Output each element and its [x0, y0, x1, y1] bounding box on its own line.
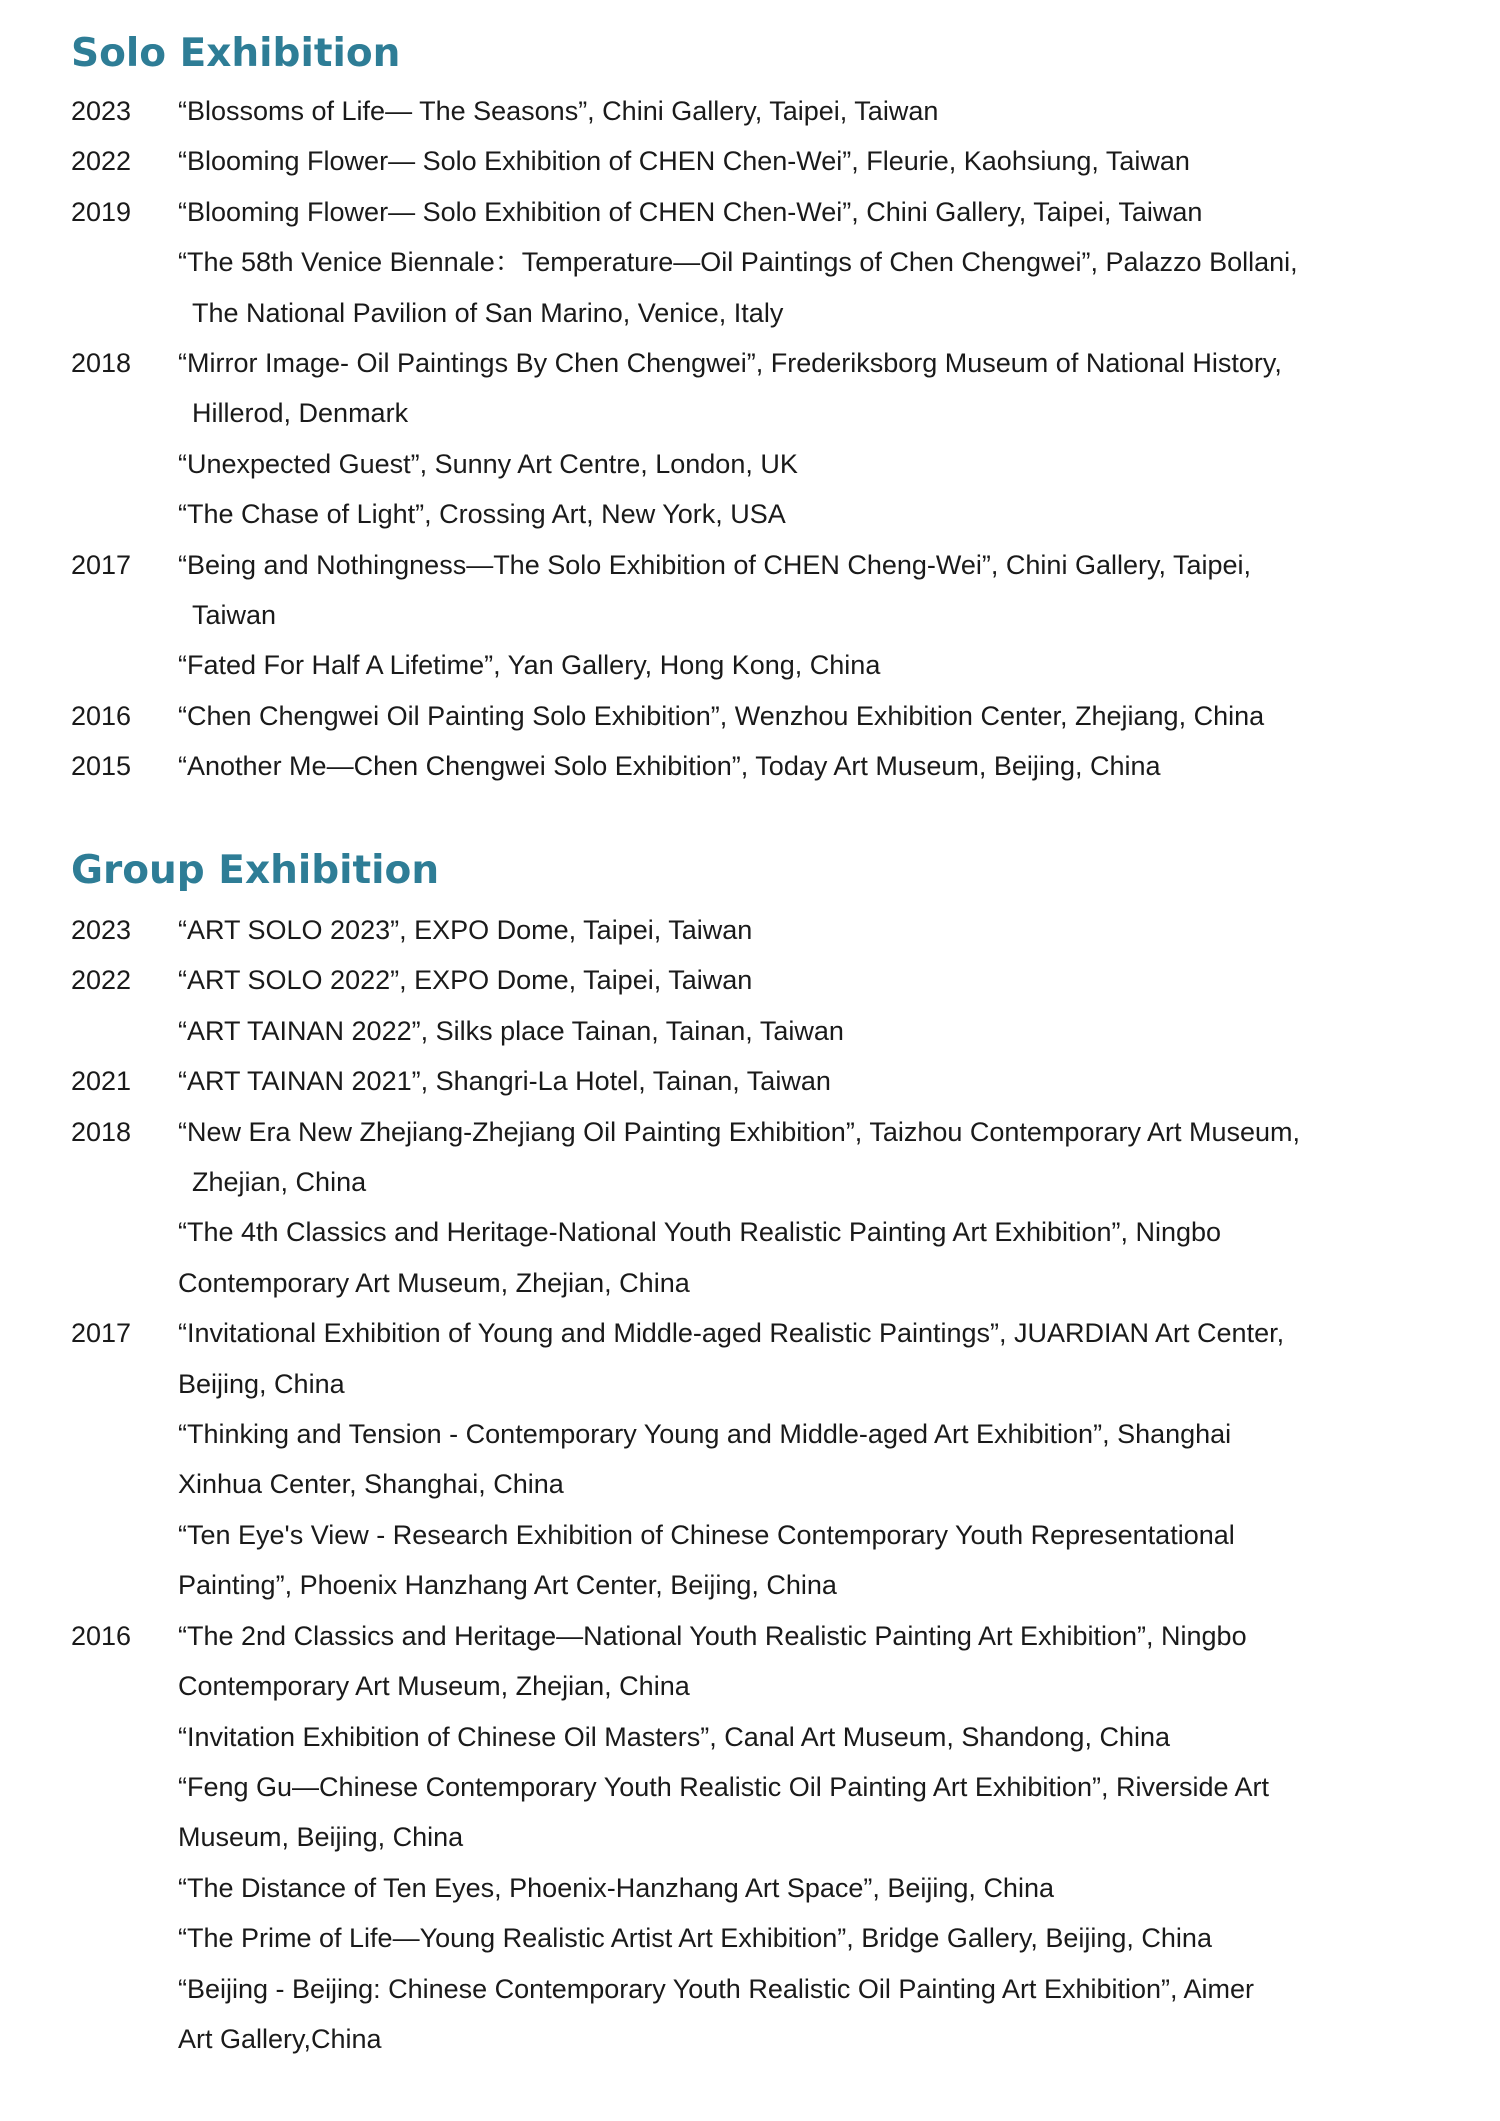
exhibition-year: 2018	[71, 348, 132, 379]
exhibition-description	[178, 905, 1428, 955]
exhibition-entry	[71, 1207, 1451, 1308]
exhibition-description-line: “Mirror Image- Oil Paintings By Chen Chengwei”, Frederiksborg Museum of National History,	[178, 348, 1282, 379]
exhibition-description	[178, 955, 1428, 1005]
exhibition-description	[178, 237, 1428, 338]
exhibition-entry	[71, 136, 1451, 186]
exhibition-description	[178, 640, 1428, 690]
exhibition-entry	[71, 691, 1451, 741]
exhibition-description-line: “Fated For Half A Lifetime”, Yan Gallery, Hong Kong, China	[178, 650, 881, 681]
exhibition-description-line: “Blooming Flower— Solo Exhibition of CHEN Chen-Wei”, Chini Gallery, Taipei, Taiwan	[178, 196, 1203, 227]
exhibition-description	[178, 741, 1428, 791]
exhibition-description	[178, 691, 1428, 741]
exhibition-year: 2022	[71, 146, 132, 177]
group-exhibition-heading: Group Exhibition	[71, 848, 440, 893]
exhibition-description	[178, 86, 1428, 136]
exhibition-entry	[71, 1611, 1451, 1712]
exhibition-description	[178, 1611, 1428, 1712]
exhibition-entry	[71, 1107, 1451, 1208]
exhibition-description-line: The National Pavilion of San Marino, Venice, Italy	[192, 297, 784, 328]
exhibition-entry	[71, 955, 1451, 1005]
exhibition-description-line: “Beijing - Beijing: Chinese Contemporary Youth Realistic Oil Painting Art Exhibition”, Aimer	[178, 1973, 1255, 2004]
exhibition-description-line: Contemporary Art Museum, Zhejian, China	[178, 1267, 690, 1298]
exhibition-entry	[71, 741, 1451, 791]
exhibition-description	[178, 540, 1428, 641]
exhibition-description	[178, 1207, 1428, 1308]
exhibition-year: 2017	[71, 1318, 132, 1349]
exhibition-description-line: “ART TAINAN 2021”, Shangri-La Hotel, Tainan, Taiwan	[178, 1066, 831, 1097]
exhibition-description	[178, 338, 1428, 439]
exhibition-entry	[71, 1409, 1451, 1510]
exhibition-description	[178, 1863, 1428, 1913]
exhibition-description	[178, 136, 1428, 186]
exhibition-description-line: “Being and Nothingness—The Solo Exhibition of CHEN Cheng-Wei”, Chini Gallery, Taipei,	[178, 549, 1252, 580]
exhibition-description-line: “Chen Chengwei Oil Painting Solo Exhibition”, Wenzhou Exhibition Center, Zhejiang, China	[178, 700, 1265, 731]
exhibition-description	[178, 1308, 1428, 1409]
exhibition-description-line: “Feng Gu—Chinese Contemporary Youth Realistic Oil Painting Art Exhibition”, Riverside Art	[178, 1771, 1270, 1802]
exhibition-year: 2023	[71, 96, 132, 126]
exhibition-description-line: “Blossoms of Life— The Seasons”, Chini Gallery, Taipei, Taiwan	[178, 96, 939, 126]
exhibition-description-line: “Ten Eye's View - Research Exhibition of Chinese Contemporary Youth Representational	[178, 1519, 1235, 1550]
exhibition-year: 2018	[71, 1116, 132, 1147]
exhibition-entry	[71, 489, 1451, 539]
exhibition-description-line: “ART TAINAN 2022”, Silks place Tainan, Tainan, Taiwan	[178, 1015, 844, 1046]
exhibition-description	[178, 489, 1428, 539]
exhibition-description	[178, 1107, 1428, 1208]
exhibition-description-line: “Invitation Exhibition of Chinese Oil Masters”, Canal Art Museum, Shandong, China	[178, 1721, 1170, 1752]
exhibition-entry	[71, 1006, 1451, 1056]
exhibition-description	[178, 1409, 1428, 1510]
exhibition-entry	[71, 540, 1451, 641]
exhibition-entry	[71, 1712, 1451, 1762]
exhibition-description-line: “The 2nd Classics and Heritage—National Youth Realistic Painting Art Exhibition”, Ningbo	[178, 1620, 1247, 1651]
exhibition-description-line: “Unexpected Guest”, Sunny Art Centre, London, UK	[178, 448, 798, 479]
exhibition-year: 2015	[71, 751, 132, 782]
exhibition-description-line: “The Prime of Life—Young Realistic Artist Art Exhibition”, Bridge Gallery, Beijing, China	[178, 1923, 1212, 1954]
group-exhibition-list	[71, 905, 1451, 2064]
exhibition-entry	[71, 905, 1451, 955]
exhibition-description-line: Contemporary Art Museum, Zhejian, China	[178, 1671, 690, 1702]
exhibition-entry	[71, 187, 1451, 237]
exhibition-entry	[71, 1308, 1451, 1409]
exhibition-year: 2016	[71, 700, 132, 731]
exhibition-description-line: “Thinking and Tension - Contemporary Young and Middle-aged Art Exhibition”, Shanghai	[178, 1419, 1232, 1450]
exhibition-description-line: Painting”, Phoenix Hanzhang Art Center, Beijing, China	[178, 1570, 837, 1601]
exhibition-description-line: Art Gallery,China	[178, 2023, 382, 2054]
exhibition-description-line: “The Chase of Light”, Crossing Art, New York, USA	[178, 499, 786, 530]
exhibition-description-line: “New Era New Zhejiang-Zhejiang Oil Painting Exhibition”, Taizhou Contemporary Art Museum,	[178, 1116, 1301, 1147]
exhibition-entry	[71, 1762, 1451, 1863]
exhibition-year: 2017	[71, 549, 132, 580]
exhibition-entry	[71, 237, 1451, 338]
exhibition-description-line: “Invitational Exhibition of Young and Middle-aged Realistic Paintings”, JUARDIAN Art Center,	[178, 1318, 1285, 1349]
exhibition-year: 2023	[71, 915, 132, 945]
exhibition-description-line: “ART SOLO 2022”, EXPO Dome, Taipei, Taiwan	[178, 965, 753, 996]
exhibition-description-line: “ART SOLO 2023”, EXPO Dome, Taipei, Taiwan	[178, 915, 753, 945]
exhibition-entry	[71, 1056, 1451, 1106]
exhibition-year: 2019	[71, 196, 132, 227]
exhibition-entry	[71, 439, 1451, 489]
exhibition-entry	[71, 1863, 1451, 1913]
exhibition-description	[178, 187, 1428, 237]
solo-exhibition-list	[71, 86, 1451, 792]
exhibition-description-line: Beijing, China	[178, 1368, 345, 1399]
exhibition-year: 2016	[71, 1620, 132, 1651]
exhibition-entry	[71, 1913, 1451, 1963]
exhibition-description	[178, 1913, 1428, 1963]
exhibition-entry	[71, 1510, 1451, 1611]
exhibition-year: 2022	[71, 965, 132, 996]
exhibition-description-line: Hillerod, Denmark	[192, 398, 409, 429]
exhibition-description	[178, 1762, 1428, 1863]
exhibition-description	[178, 1056, 1428, 1106]
exhibition-entry	[71, 1964, 1451, 2065]
exhibition-description-line: “The Distance of Ten Eyes, Phoenix-Hanzhang Art Space”, Beijing, China	[178, 1872, 1054, 1903]
exhibition-description	[178, 1510, 1428, 1611]
exhibition-description-line: Taiwan	[192, 600, 277, 631]
exhibition-description	[178, 1964, 1428, 2065]
exhibition-description-line: “Another Me—Chen Chengwei Solo Exhibition”, Today Art Museum, Beijing, China	[178, 751, 1161, 782]
exhibition-year: 2021	[71, 1066, 132, 1097]
exhibition-entry	[71, 640, 1451, 690]
exhibition-entry	[71, 86, 1451, 136]
exhibition-description-line: “The 58th Venice Biennale：Temperature—Oil Paintings of Chen Chengwei”, Palazzo Bollani,	[178, 247, 1298, 278]
solo-exhibition-heading: Solo Exhibition	[71, 31, 401, 76]
exhibition-description-line: Zhejian, China	[192, 1167, 367, 1198]
exhibition-entry	[71, 338, 1451, 439]
exhibition-description	[178, 1006, 1428, 1056]
exhibition-description-line: Museum, Beijing, China	[178, 1822, 464, 1853]
exhibition-description	[178, 439, 1428, 489]
exhibition-description-line: “Blooming Flower— Solo Exhibition of CHEN Chen-Wei”, Fleurie, Kaohsiung, Taiwan	[178, 146, 1190, 177]
exhibition-description-line: Xinhua Center, Shanghai, China	[178, 1469, 564, 1500]
exhibition-description-line: “The 4th Classics and Heritage-National Youth Realistic Painting Art Exhibition”, Ningbo	[178, 1217, 1222, 1248]
exhibition-description	[178, 1712, 1428, 1762]
